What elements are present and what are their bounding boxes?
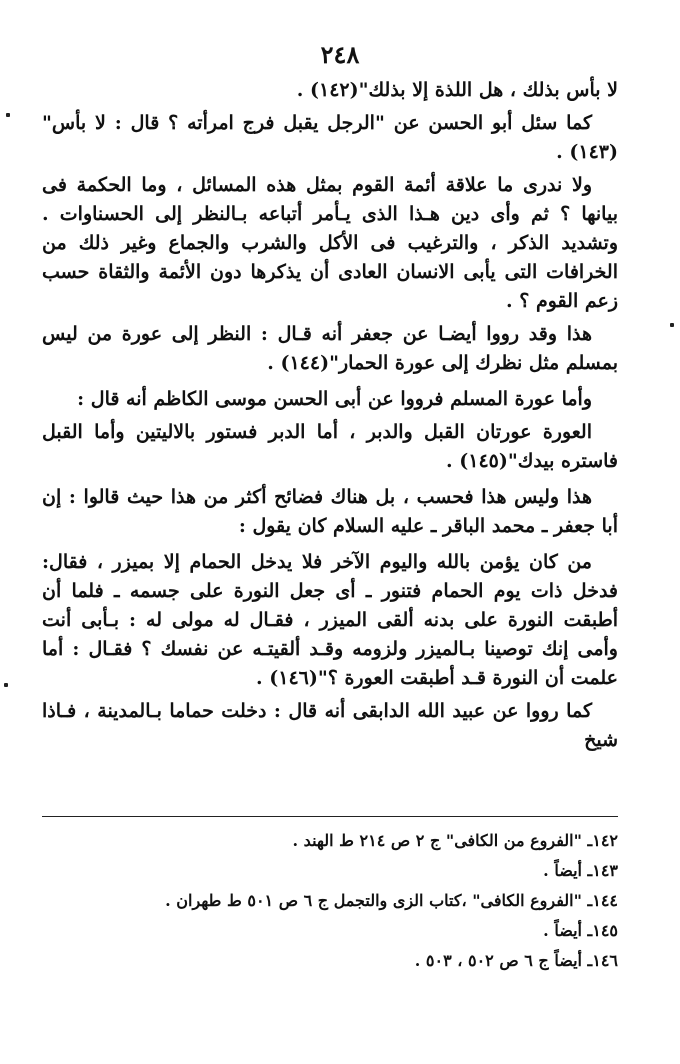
paragraph-6: العورة عورتان القبل والدبر ، أما الدبر فستور بالاليتين وأما القبل فاستره بيدك"(١٤٥) . [42, 421, 618, 472]
page-number: ٢٤٨ [320, 40, 360, 69]
footnotes [42, 826, 618, 976]
paragraph-3: ولا ندرى ما علاقة أئمة القوم بمثل هذه المسائل ، وما الحكمة فى بيانها ؟ ثم وأى دين هـذا الذى يـأمر أتباعه بـالنظر إلى الحسناوات . وتشديد الذكر ، والترغيب فى الأكل والشرب والجماع وغير ذلك من الخرافات التى يأبى الانسان العادى أن يذكرها دون الأئمة والثقاة حسب زعم القوم ؟ . [42, 174, 618, 312]
footnote-142: ١٤٢ـ "الفروع من الكافى" ج ٢ ص ٢١٤ ط الهند . [292, 831, 618, 850]
paragraph-1: لا بأس بذلك ، هل اللذة إلا بذلك"(١٤٢) . [296, 79, 618, 101]
paragraph-8: من كان يؤمن بالله واليوم الآخر فلا يدخل الحمام إلا بميزر ، فقال: فدخل ذات يوم الحمام فتنور ـ أى جعل النورة على جسمه ـ فلما أن أطبقت النورة على بدنه ألقى الميزر ، فقـال له مولى له : بـأبى أنت وأمى إنك توصينا بـالميزر ولزومه وقـد ألقيتـه عن نفسك ؟ فقـال : أما علمت أن النورة قـد أطبقت العورة ؟"(١٤٦) . [42, 551, 618, 689]
paragraph-5: وأما عورة المسلم فرووا عن أبى الحسن موسى الكاظم أنه قال : [77, 388, 592, 410]
footnote-143: ١٤٣ـ أيضاً . [543, 861, 618, 880]
paragraph-7: هذا وليس هذا فحسب ، بل هناك فضائح أكثر من هذا حيث قالوا : إن أبا جعفر ـ محمد الباقر ـ عليه السلام كان يقول : [42, 486, 618, 537]
footnote-divider [42, 816, 618, 817]
body-text [42, 76, 618, 762]
margin-mark [6, 113, 10, 117]
margin-mark [670, 323, 674, 327]
margin-mark [4, 683, 8, 687]
paragraph-2: كما سئل أبو الحسن عن "الرجل يقبل فرج امرأته ؟ قال : لا بأس"(١٤٣) . [42, 112, 618, 163]
footnote-144: ١٤٤ـ "الفروع الكافى" ،كتاب الزى والتجمل ج ٦ ص ٥٠١ ط طهران . [165, 891, 618, 910]
footnote-145: ١٤٥ـ أيضاً . [543, 921, 618, 940]
paragraph-4: هذا وقد رووا أيضـا عن جعفر أنه قـال : النظر إلى عورة من ليس بمسلم مثل نظرك إلى عورة الحمار"(١٤٤) . [42, 323, 618, 374]
footnote-146: ١٤٦ـ أيضاً ج ٦ ص ٥٠٢ ، ٥٠٣ . [414, 951, 618, 970]
paragraph-9: كما رووا عن عبيد الله الدابقى أنه قال : دخلت حماما بـالمدينة ، فـاذا شيخ [42, 700, 618, 751]
